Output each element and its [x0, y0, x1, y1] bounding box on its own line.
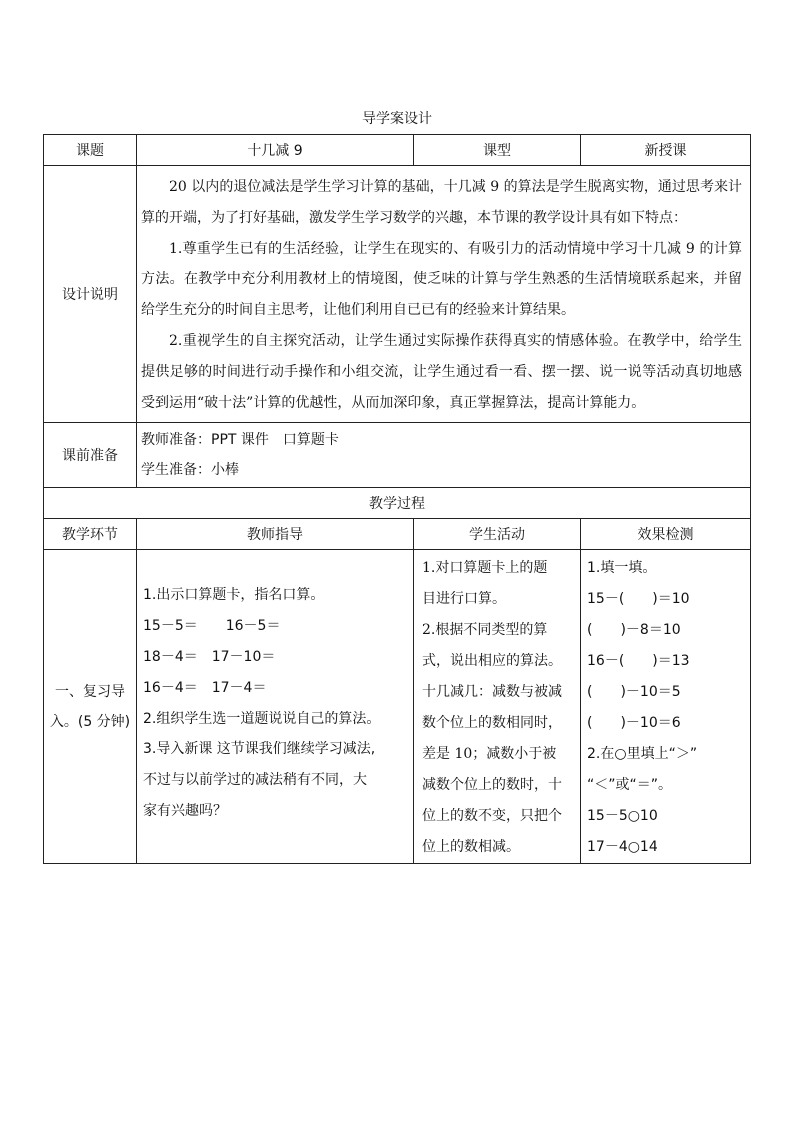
teacher-line: 家有兴趣吗？ — [143, 802, 227, 819]
stage-cell — [44, 550, 137, 864]
check-line: 16－( )＝13 — [587, 653, 690, 670]
check-line: 17－4○14 — [587, 839, 658, 856]
prep-label: 课前准备 — [44, 423, 137, 488]
col-header-teacher: 教师指导 — [137, 519, 414, 550]
topic-label: 课题 — [44, 135, 137, 166]
intro-row — [44, 550, 751, 864]
process-title-row — [44, 488, 751, 519]
prep-content — [137, 423, 751, 488]
stage-line: 入。(5 分钟) — [49, 713, 131, 730]
check-line: ( )－10＝6 — [587, 715, 681, 732]
teacher-line: 2.组织学生选一道题说说自己的算法。 — [143, 710, 381, 727]
student-line: 2.根据不同类型的算 — [422, 622, 548, 639]
design-description — [137, 166, 751, 423]
design-paragraph: 1.尊重学生已有的生活经验，让学生在现实的、有吸引力的活动情境中学习十几减 9 的计算方法。在教学中充分利用教材上的情境图，使乏味的计算与学生熟悉的生活情境联系起来，并留给学生充分的时间自主思考，让他们利用自已已有的经验来计算结果。 — [141, 240, 742, 319]
type-value: 新授课 — [581, 135, 751, 166]
teacher-line: 15－5＝ 16－5＝ — [143, 618, 281, 635]
type-label: 课型 — [414, 135, 581, 166]
teacher-line: 不过与以前学过的减法稍有不同，大 — [143, 772, 367, 789]
check-line: 1.填一填。 — [587, 560, 657, 577]
effect-check — [581, 550, 751, 864]
check-line: 15－5○10 — [587, 808, 658, 825]
teacher-guidance — [137, 550, 414, 864]
check-line: 2.在○里填上“＞” — [587, 746, 698, 763]
design-label: 设计说明 — [44, 166, 137, 423]
check-line: ( )－8＝10 — [587, 622, 681, 639]
col-header-stage: 教学环节 — [44, 519, 137, 550]
check-line: “＜”或“＝”。 — [587, 777, 673, 794]
student-line: 十几减几：减数与被减 — [422, 684, 562, 701]
topic-value: 十几减 9 — [137, 135, 414, 166]
student-line: 数个位上的数相同时， — [422, 715, 562, 732]
student-line: 位上的数不变，只把个 — [422, 808, 562, 825]
student-activity — [414, 550, 581, 864]
student-line: 目进行口算。 — [422, 591, 506, 608]
check-line: ( )－10＝5 — [587, 684, 681, 701]
teacher-prep: 教师准备：PPT 课件 口算题卡 — [141, 432, 339, 449]
document-title: 导学案设计 — [362, 111, 432, 127]
design-row — [44, 166, 751, 423]
design-paragraph: 20 以内的退位减法是学生学习计算的基础，十几减 9 的算法是学生脱离实物，通过思考来计算的开端，为了打好基础，激发学生学习数学的兴趣，本节课的教学设计具有如下特点： — [141, 179, 742, 226]
prep-row — [44, 423, 751, 488]
process-title: 教学过程 — [44, 488, 751, 519]
check-line: 15－( )＝10 — [587, 591, 690, 608]
student-line: 位上的数相减。 — [422, 839, 520, 856]
header-row — [44, 135, 751, 166]
teacher-line: 3.导入新课 这节课我们继续学习减法, — [143, 741, 376, 758]
stage-line: 一、复习导 — [55, 683, 125, 700]
process-header-row — [44, 519, 751, 550]
col-header-check: 效果检测 — [581, 519, 751, 550]
design-paragraph: 2.重视学生的自主探究活动，让学生通过实际操作获得真实的情感体验。在教学中，给学生提供足够的时间进行动手操作和小组交流，让学生通过看一看、摆一摆、说一说等活动真切地感受到运用“破十法”计算的优越性，从而加深印象，真正掌握算法，提高计算能力。 — [141, 332, 742, 411]
student-line: 减数个位上的数时，十 — [422, 777, 562, 794]
student-line: 差是 10；减数小于被 — [422, 746, 557, 763]
student-line: 1.对口算题卡上的题 — [422, 560, 548, 577]
student-line: 式，说出相应的算法。 — [422, 653, 562, 670]
teacher-line: 18－4＝ 17－10＝ — [143, 648, 276, 665]
lesson-plan-table — [43, 134, 751, 864]
teacher-line: 16－4＝ 17－4＝ — [143, 679, 267, 696]
col-header-student: 学生活动 — [414, 519, 581, 550]
teacher-line: 1.出示口算题卡，指名口算。 — [143, 587, 325, 604]
student-prep: 学生准备：小棒 — [141, 462, 239, 479]
